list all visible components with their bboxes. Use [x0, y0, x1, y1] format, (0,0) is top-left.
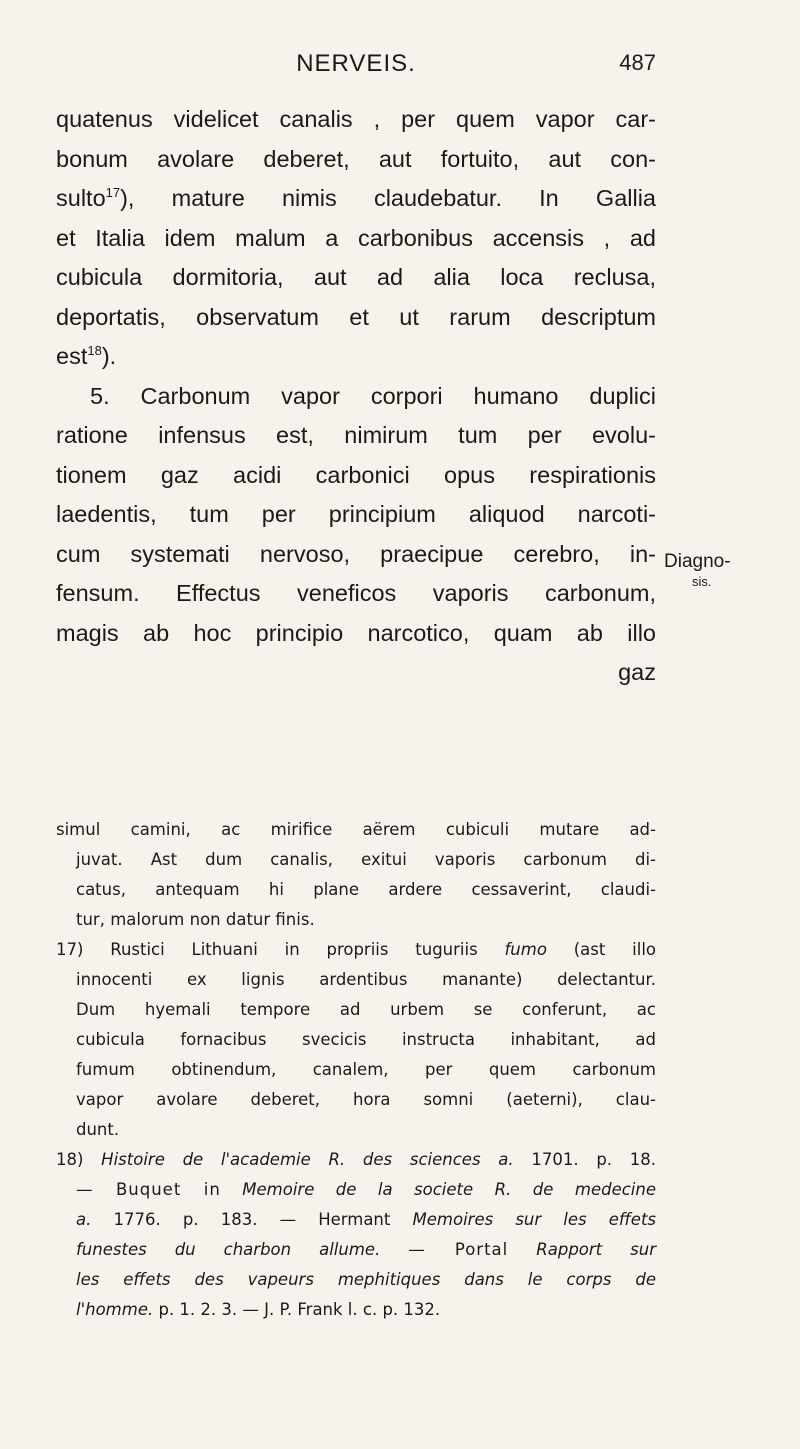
- footnote-line: [56, 1175, 656, 1205]
- footnote-line: tur, malorum non datur finis.: [76, 910, 315, 929]
- text-fragment: ).: [101, 343, 117, 369]
- running-title: NERVEIS.: [296, 50, 416, 77]
- text-fragment: ),: [120, 185, 135, 211]
- footnote-line: Dum hyemali tempore ad urbem se conferunt, ac: [76, 1000, 656, 1019]
- text-line: tionem gaz acidi carbonici opus respirationis: [56, 461, 656, 488]
- margin-note-part: Diagno-: [664, 551, 731, 572]
- text-line: deportatis, observatum et ut rarum descriptum: [56, 303, 656, 330]
- footnote-line: fumum obtinendum, canalem, per quem carbonum: [76, 1060, 656, 1079]
- text-fragment: 17) Rustici Lithuani in propriis tuguriis: [56, 940, 478, 959]
- margin-note: [664, 552, 731, 592]
- footnotes: [56, 815, 656, 1325]
- footnote-ref-18: 18: [87, 343, 102, 359]
- page-number: 487: [619, 50, 656, 75]
- text-fragment: est: [56, 343, 88, 369]
- text-fragment: (ast illo: [573, 940, 657, 959]
- text-fragment: — Portal: [408, 1240, 509, 1259]
- text-line: bonum avolare deberet, aut fortuito, aut con-: [56, 145, 656, 172]
- footnote-line: [56, 1145, 656, 1175]
- text-line: quatenus videlicet canalis , per quem vapor car-: [56, 106, 656, 132]
- catchword: gaz: [618, 659, 656, 685]
- text-fragment: a.: [76, 1210, 92, 1229]
- footnote-line: dunt.: [76, 1120, 120, 1139]
- text-line: cubicula dormitoria, aut ad alia loca reclusa,: [56, 264, 656, 290]
- text-line: ratione infensus est, nimirum tum per evolu-: [56, 422, 656, 448]
- footnote-line: [56, 1205, 656, 1235]
- text-line: 5. Carbonum vapor corpori humano duplici: [90, 382, 656, 409]
- text-fragment: Rapport sur: [536, 1240, 656, 1259]
- text-fragment: funestes du charbon allume.: [76, 1240, 381, 1259]
- footnote-line: [56, 935, 656, 965]
- text-line: [56, 179, 656, 219]
- footnote-ref-17: 17: [105, 185, 121, 201]
- text-fragment: — Buquet in: [76, 1180, 221, 1199]
- text-fragment: Memoire de la societe R. de medecine: [242, 1180, 656, 1199]
- text-fragment: fumo: [504, 940, 547, 959]
- text-fragment: Histoire de l'academie R. des sciences a.: [101, 1150, 514, 1169]
- text-fragment: 1701. p. 18.: [531, 1150, 657, 1169]
- text-line: fensum. Effectus veneficos vaporis carbonum,: [56, 580, 656, 606]
- page-header: [56, 50, 656, 90]
- text-fragment: 1776. p. 183. — Hermant: [113, 1210, 391, 1229]
- footnote-line: [56, 1235, 656, 1265]
- text-fragment: sulto: [56, 185, 106, 211]
- footnote-line: cubicula fornacibus svecicis instructa inhabitant, ad: [76, 1030, 656, 1049]
- text-fragment: p. 1. 2. 3. — J. P. Frank l. c. p. 132.: [158, 1300, 441, 1319]
- footnote-line: juvat. Ast dum canalis, exitui vaporis carbonum di-: [76, 850, 656, 869]
- text-line: magis ab hoc principio narcotico, quam ab illo: [56, 619, 656, 646]
- main-text: [56, 100, 656, 693]
- text-fragment: l'homme.: [76, 1300, 154, 1319]
- margin-note-part: sis.: [692, 574, 712, 589]
- text-line: laedentis, tum per principium aliquod narcoti-: [56, 501, 656, 527]
- text-fragment: Memoires sur les effets: [412, 1210, 657, 1229]
- footnote-line: simul camini, ac mirifice aërem cubiculi mutare ad-: [56, 820, 656, 839]
- text-fragment: mature nimis claudebatur. In Gallia: [171, 185, 656, 211]
- footnote-line: catus, antequam hi plane ardere cessaverint, claudi-: [76, 880, 656, 899]
- footnote-line: innocenti ex lignis ardentibus manante) delectantur.: [76, 970, 656, 989]
- text-line: et Italia idem malum a carbonibus accensis , ad: [56, 224, 656, 251]
- text-line: cum systemati nervoso, praecipue cerebro, in-: [56, 540, 656, 567]
- footnote-line: [56, 1295, 656, 1325]
- text-fragment: 18): [56, 1150, 84, 1169]
- text-line: [56, 337, 656, 377]
- footnote-line: vapor avolare deberet, hora somni (aeterni), clau-: [76, 1090, 656, 1109]
- footnote-line: les effets des vapeurs mephitiques dans le corps de: [76, 1270, 656, 1289]
